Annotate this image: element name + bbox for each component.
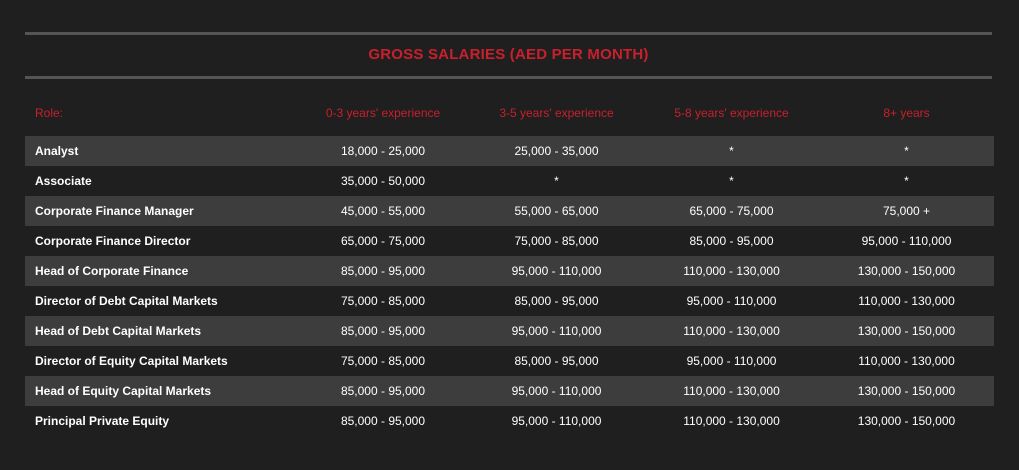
salary-8-plus-years-cell: 110,000 - 130,000 (819, 286, 994, 316)
salary-5-8-years-cell: 110,000 - 130,000 (644, 376, 819, 406)
title-divider (25, 76, 992, 79)
salary-0-3-years-cell: 65,000 - 75,000 (297, 226, 469, 256)
salary-3-5-years-cell: 75,000 - 85,000 (469, 226, 644, 256)
table-row (25, 286, 994, 316)
salary-3-5-years-cell: 85,000 - 95,000 (469, 346, 644, 376)
table-row (25, 316, 994, 346)
role-cell: Corporate Finance Director (25, 226, 297, 256)
salary-5-8-years-cell: 95,000 - 110,000 (644, 346, 819, 376)
table-body (25, 136, 994, 436)
role-cell: Head of Equity Capital Markets (25, 376, 297, 406)
salary-8-plus-years-cell: 130,000 - 150,000 (819, 256, 994, 286)
role-cell: Principal Private Equity (25, 406, 297, 436)
table-row (25, 376, 994, 406)
table-row (25, 256, 994, 286)
top-divider (25, 32, 992, 35)
table-row (25, 136, 994, 166)
salary-5-8-years-cell: * (644, 166, 819, 196)
header-0-3-years: 0-3 years' experience (325, 106, 441, 120)
salary-3-5-years-cell: 95,000 - 110,000 (469, 406, 644, 436)
salary-0-3-years-cell: 18,000 - 25,000 (297, 136, 469, 166)
role-cell: Analyst (25, 136, 297, 166)
role-cell: Director of Equity Capital Markets (25, 346, 297, 376)
salary-3-5-years-cell: 85,000 - 95,000 (469, 286, 644, 316)
salary-0-3-years-cell: 45,000 - 55,000 (297, 196, 469, 226)
table-row (25, 226, 994, 256)
salary-8-plus-years-cell: 95,000 - 110,000 (819, 226, 994, 256)
salary-5-8-years-cell: 110,000 - 130,000 (644, 406, 819, 436)
role-cell: Corporate Finance Manager (25, 196, 297, 226)
salary-8-plus-years-cell: * (819, 166, 994, 196)
salary-0-3-years-cell: 85,000 - 95,000 (297, 376, 469, 406)
salary-8-plus-years-cell: * (819, 136, 994, 166)
table-row (25, 406, 994, 436)
table-row (25, 346, 994, 376)
table-title: GROSS SALARIES (AED PER MONTH) (368, 46, 649, 63)
salary-5-8-years-cell: 65,000 - 75,000 (644, 196, 819, 226)
table-header (25, 91, 994, 136)
salary-0-3-years-cell: 85,000 - 95,000 (297, 316, 469, 346)
salary-3-5-years-cell: 25,000 - 35,000 (469, 136, 644, 166)
salary-0-3-years-cell: 75,000 - 85,000 (297, 286, 469, 316)
header-5-8-years: 5-8 years' experience (674, 106, 789, 120)
salary-3-5-years-cell: 95,000 - 110,000 (469, 376, 644, 406)
salary-8-plus-years-cell: 75,000 + (819, 196, 994, 226)
salary-8-plus-years-cell: 130,000 - 150,000 (819, 376, 994, 406)
salary-8-plus-years-cell: 130,000 - 150,000 (819, 406, 994, 436)
salary-3-5-years-cell: 55,000 - 65,000 (469, 196, 644, 226)
header-8-plus-years: 8+ years (883, 106, 930, 120)
salary-3-5-years-cell: * (469, 166, 644, 196)
salary-table (25, 91, 994, 436)
salary-3-5-years-cell: 95,000 - 110,000 (469, 256, 644, 286)
role-cell: Director of Debt Capital Markets (25, 286, 297, 316)
table-row (25, 196, 994, 226)
header-row (25, 91, 994, 136)
salary-0-3-years-cell: 85,000 - 95,000 (297, 406, 469, 436)
salary-5-8-years-cell: 95,000 - 110,000 (644, 286, 819, 316)
salary-5-8-years-cell: 85,000 - 95,000 (644, 226, 819, 256)
salary-5-8-years-cell: * (644, 136, 819, 166)
role-cell: Associate (25, 166, 297, 196)
salary-0-3-years-cell: 85,000 - 95,000 (297, 256, 469, 286)
role-cell: Head of Corporate Finance (25, 256, 297, 286)
salary-8-plus-years-cell: 130,000 - 150,000 (819, 316, 994, 346)
header-3-5-years: 3-5 years' experience (499, 106, 614, 120)
salary-5-8-years-cell: 110,000 - 130,000 (644, 256, 819, 286)
table-row (25, 166, 994, 196)
role-cell: Head of Debt Capital Markets (25, 316, 297, 346)
header-role: Role: (35, 106, 64, 120)
salary-0-3-years-cell: 35,000 - 50,000 (297, 166, 469, 196)
salary-5-8-years-cell: 110,000 - 130,000 (644, 316, 819, 346)
salary-3-5-years-cell: 95,000 - 110,000 (469, 316, 644, 346)
salary-8-plus-years-cell: 110,000 - 130,000 (819, 346, 994, 376)
salary-0-3-years-cell: 75,000 - 85,000 (297, 346, 469, 376)
